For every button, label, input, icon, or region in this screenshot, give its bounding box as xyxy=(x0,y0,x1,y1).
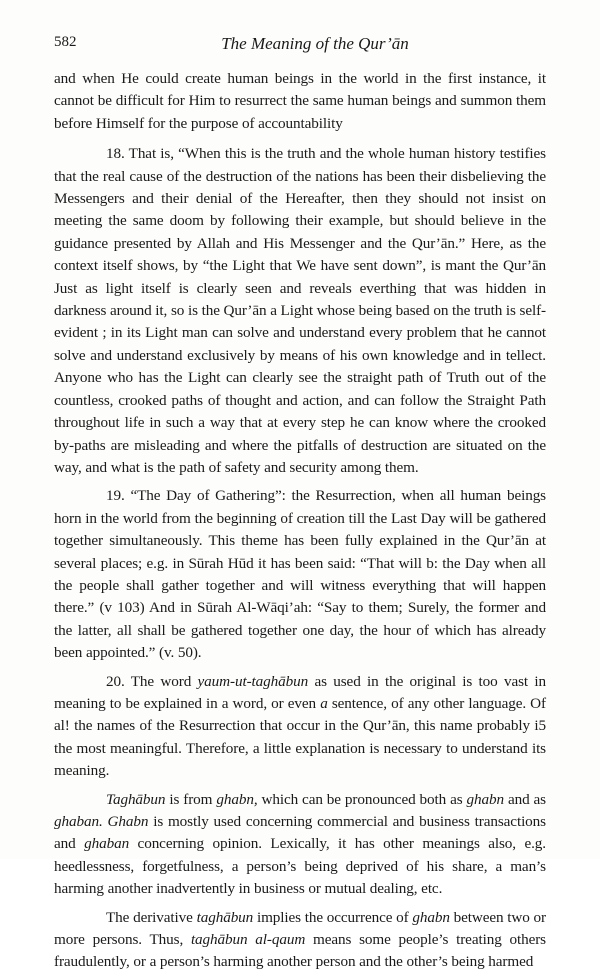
paragraph-note-19 xyxy=(54,485,546,664)
text-segment: The derivative xyxy=(106,908,197,926)
italic-term: taghābun xyxy=(196,908,254,926)
paragraph-derivative xyxy=(54,907,546,974)
text-segment: means some people’s treating others fraudulently, or a person’s harming another person and the other’s being harmed xyxy=(54,931,546,971)
text-segment: is mostly used concerning commercial and business transactions and xyxy=(54,813,546,853)
italic-term: ghaban xyxy=(84,835,130,853)
text-segment: implies the occurrence of xyxy=(253,908,413,926)
italic-term: taghābun al-qaum xyxy=(190,931,306,949)
italic-term: ghabn xyxy=(412,908,450,926)
text-segment: and as xyxy=(504,790,546,808)
page-body xyxy=(54,68,546,980)
text-segment: which can be pronounced both as xyxy=(257,790,467,808)
paragraph-note-18 xyxy=(54,143,546,479)
text-segment: 18. That is, “When this is the truth and the whole human history testifies that the real cause of the destruction of the nations has been their disbelieving the Messengers and their denial of the Hereafter, then they should not insist on meeting the same doom by following their example, but should believe in the guidance presented by Allah and His Messenger and the Qur’ān.” Here, as the context itself shows, by “the Light that We have sent down”, is mant the Qur’ān Just as light itself is clearly seen and reveals everthing that was hidden in darkness around it, so is the Qur’ān a Light whose being based on the truth is self-evident ; in its Light man can solve and understand every problem that he cannot solve and understand exclusively by means of his own knowledge and in tellect. Anyone who has the Light can clearly see the straight path of Truth out of the countless, crooked paths of thought and action, and can follow the Straight Path throughout life in such a way that at every step he can know where the crooked by-paths are misleading and where the pitfalls of destruction are situated on the way, and what is the path of safety and security among them. xyxy=(54,145,546,476)
italic-term: yaum-ut-taghābun xyxy=(197,672,309,690)
italic-term: ghaban. xyxy=(54,813,103,830)
italic-term: ghabn xyxy=(466,790,504,808)
paragraph-note-20 xyxy=(54,671,546,783)
page-number: 582 xyxy=(54,34,77,50)
italic-term: ghabn, xyxy=(216,790,258,808)
text-segment: sentence, of any other language. Of al! the names of the Resurrection that occur in the Qur’ān, this name probably i5 the most meaningful. Therefore, a little explanation is necessary to understand its meaning. xyxy=(54,694,546,780)
text-segment: is from xyxy=(165,790,217,808)
italic-term: Taghābun xyxy=(106,790,166,808)
page-header xyxy=(54,34,546,56)
text-segment: between two or more persons. Thus, xyxy=(54,908,547,949)
text-segment: concerning opinion. Lexically, it has other meanings also, e.g. heedlessness, forgetfulness, a person’s being deprived of his share, a man’s harming another inadvertently in business or mutual dealing, etc. xyxy=(54,835,546,898)
text-segment: 19. “The Day of Gathering”: the Resurrection, when all human beings horn in the world from the beginning of creation till the Last Day will be gathered together simultaneously. This theme has been fully explained in the Qur’ān at several places; e.g. in Sūrah Hūd it has been said: “That will b: the Day when all the people shall gather together and will witness everything that will happen there.” (v 103) And in Sūrah Al-Wāqi’ah: “Say to them; Surely, the former and the latter, all shall be gathered together one day, the hour of which has already been appointed.” (v. 50). xyxy=(54,487,546,662)
running-title: The Meaning of the Qur’ān xyxy=(221,34,409,53)
paragraph-taghabun xyxy=(54,789,546,901)
paragraph-continuation xyxy=(54,68,546,135)
text-segment: as used in the original is too vast in meaning to be explained in a word, or even xyxy=(54,672,546,712)
text-segment: and when He could create human beings in the world in the first instance, it cannot be difficult for Him to resurrect the same human beings and summon them before Himself for the purpose of accountability xyxy=(54,70,546,132)
text-segment: 20. The word xyxy=(106,672,198,690)
italic-term: Ghabn xyxy=(107,813,149,830)
italic-term: a xyxy=(320,694,328,712)
